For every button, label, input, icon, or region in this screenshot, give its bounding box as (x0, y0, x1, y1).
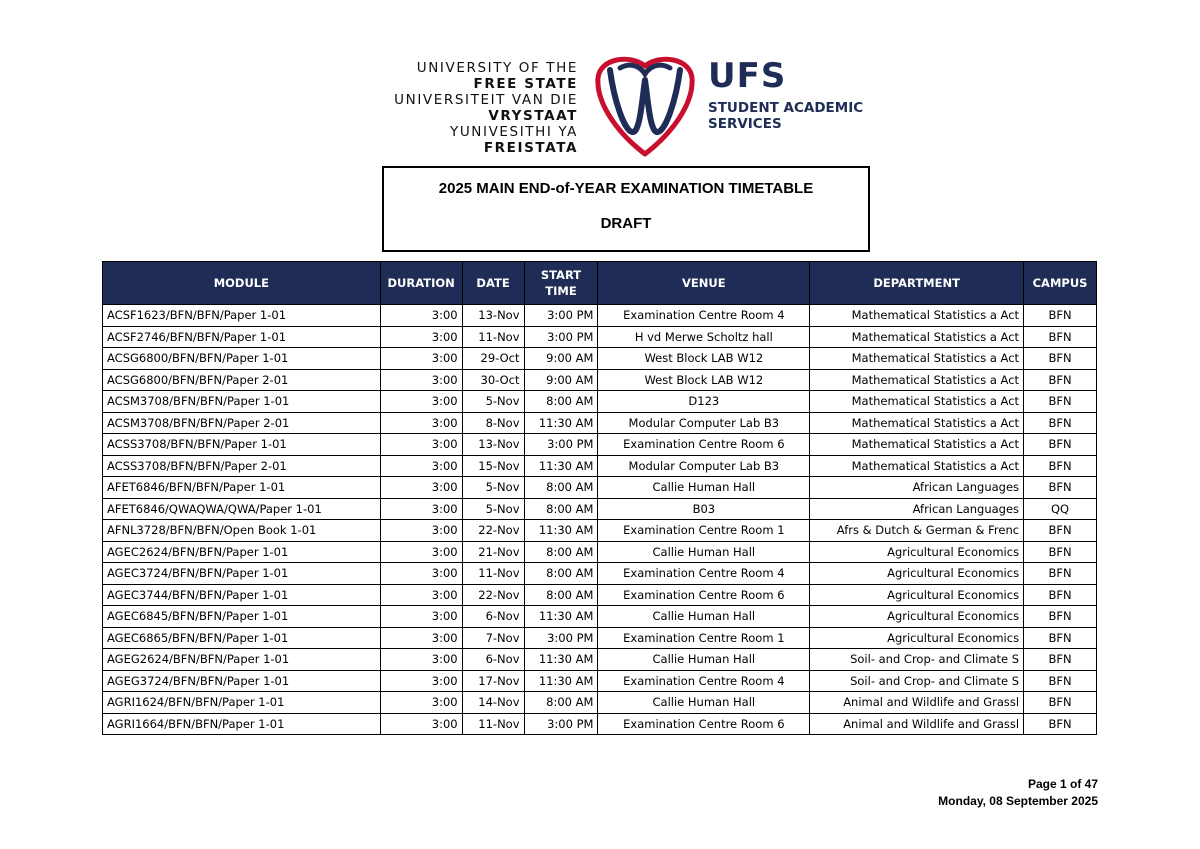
department-cell: Mathematical Statistics a Act (810, 326, 1024, 348)
table-row (103, 649, 1097, 671)
department-cell: Agricultural Economics (810, 606, 1024, 628)
draft-label: DRAFT (600, 215, 652, 232)
start-time-cell: 3:00 PM (524, 713, 598, 735)
campus-cell: BFN (1024, 563, 1097, 585)
duration-cell: 3:00 (380, 369, 462, 391)
module-cell: ACSG6800/BFN/BFN/Paper 2-01 (103, 369, 381, 391)
date-cell: 8-Nov (462, 412, 524, 434)
campus-cell: BFN (1024, 606, 1097, 628)
venue-cell: West Block LAB W12 (598, 369, 810, 391)
table-header-row (103, 262, 1097, 305)
university-line-6: FREISTATA (483, 140, 578, 156)
table-row (103, 369, 1097, 391)
venue-cell: West Block LAB W12 (598, 348, 810, 370)
duration-cell: 3:00 (380, 541, 462, 563)
timetable-title: 2025 MAIN END-of-YEAR EXAMINATION TIMETABLE (438, 180, 814, 197)
module-cell: AGEC3744/BFN/BFN/Paper 1-01 (103, 584, 381, 606)
duration-cell: 3:00 (380, 391, 462, 413)
start-time-cell: 11:30 AM (524, 520, 598, 542)
start-time-cell: 8:00 AM (524, 584, 598, 606)
university-line-3: UNIVERSITEIT VAN DIE (394, 92, 578, 108)
table-row (103, 692, 1097, 714)
venue-cell: Modular Computer Lab B3 (598, 412, 810, 434)
venue-cell: Examination Centre Room 4 (598, 670, 810, 692)
table-row (103, 627, 1097, 649)
start-time-cell: 8:00 AM (524, 498, 598, 520)
module-cell: AGEC6865/BFN/BFN/Paper 1-01 (103, 627, 381, 649)
department-cell: Mathematical Statistics a Act (810, 348, 1024, 370)
campus-cell: BFN (1024, 391, 1097, 413)
campus-cell: BFN (1024, 670, 1097, 692)
print-date: Monday, 08 September 2025 (938, 794, 1098, 808)
column-header-department: DEPARTMENT (810, 262, 1024, 305)
department-cell: African Languages (810, 477, 1024, 499)
module-cell: ACSF2746/BFN/BFN/Paper 1-01 (103, 326, 381, 348)
table-row (103, 305, 1097, 327)
table-row (103, 348, 1097, 370)
campus-cell: BFN (1024, 520, 1097, 542)
column-header-date: DATE (462, 262, 524, 305)
column-header-module: MODULE (103, 262, 381, 305)
table-row (103, 563, 1097, 585)
department-line-1: STUDENT ACADEMIC (708, 100, 864, 116)
duration-cell: 3:00 (380, 477, 462, 499)
department-cell: Afrs & Dutch & German & Frenc (810, 520, 1024, 542)
start-time-cell: 11:30 AM (524, 670, 598, 692)
date-cell: 5-Nov (462, 391, 524, 413)
start-time-cell: 11:30 AM (524, 606, 598, 628)
venue-cell: Examination Centre Room 6 (598, 584, 810, 606)
start-time-cell: 11:30 AM (524, 412, 598, 434)
duration-cell: 3:00 (380, 305, 462, 327)
venue-cell: Callie Human Hall (598, 692, 810, 714)
department-cell: Agricultural Economics (810, 563, 1024, 585)
university-line-5: YUNIVESITHI YA (449, 124, 578, 140)
date-cell: 13-Nov (462, 434, 524, 456)
column-header-campus: CAMPUS (1024, 262, 1097, 305)
table-row (103, 498, 1097, 520)
duration-cell: 3:00 (380, 670, 462, 692)
column-header-duration: DURATION (380, 262, 462, 305)
duration-cell: 3:00 (380, 348, 462, 370)
campus-cell: BFN (1024, 477, 1097, 499)
department-cell: Mathematical Statistics a Act (810, 455, 1024, 477)
department-cell: Mathematical Statistics a Act (810, 391, 1024, 413)
table-row (103, 326, 1097, 348)
page-footer (938, 776, 1098, 810)
start-time-cell: 8:00 AM (524, 692, 598, 714)
table-row (103, 541, 1097, 563)
table-row (103, 455, 1097, 477)
campus-cell: BFN (1024, 434, 1097, 456)
table-row (103, 606, 1097, 628)
table-row (103, 412, 1097, 434)
date-cell: 14-Nov (462, 692, 524, 714)
date-cell: 7-Nov (462, 627, 524, 649)
venue-cell: D123 (598, 391, 810, 413)
duration-cell: 3:00 (380, 326, 462, 348)
start-time-cell: 3:00 PM (524, 434, 598, 456)
module-cell: AFET6846/BFN/BFN/Paper 1-01 (103, 477, 381, 499)
department-cell: Mathematical Statistics a Act (810, 369, 1024, 391)
duration-cell: 3:00 (380, 498, 462, 520)
department-line-2: SERVICES (708, 116, 782, 132)
start-time-cell: 8:00 AM (524, 563, 598, 585)
date-cell: 6-Nov (462, 606, 524, 628)
column-header-venue: VENUE (598, 262, 810, 305)
date-cell: 22-Nov (462, 584, 524, 606)
campus-cell: BFN (1024, 584, 1097, 606)
module-cell: ACSS3708/BFN/BFN/Paper 2-01 (103, 455, 381, 477)
university-line-4: VRYSTAAT (488, 108, 578, 124)
date-cell: 11-Nov (462, 713, 524, 735)
duration-cell: 3:00 (380, 455, 462, 477)
venue-cell: Callie Human Hall (598, 541, 810, 563)
date-cell: 5-Nov (462, 477, 524, 499)
duration-cell: 3:00 (380, 627, 462, 649)
start-time-cell: 3:00 PM (524, 326, 598, 348)
date-cell: 5-Nov (462, 498, 524, 520)
date-cell: 13-Nov (462, 305, 524, 327)
module-cell: AGRI1624/BFN/BFN/Paper 1-01 (103, 692, 381, 714)
module-cell: ACSM3708/BFN/BFN/Paper 1-01 (103, 391, 381, 413)
date-cell: 30-Oct (462, 369, 524, 391)
date-cell: 17-Nov (462, 670, 524, 692)
module-cell: ACSM3708/BFN/BFN/Paper 2-01 (103, 412, 381, 434)
department-cell: African Languages (810, 498, 1024, 520)
department-cell: Soil- and Crop- and Climate S (810, 649, 1024, 671)
module-cell: AGRI1664/BFN/BFN/Paper 1-01 (103, 713, 381, 735)
department-cell: Soil- and Crop- and Climate S (810, 670, 1024, 692)
venue-cell: Callie Human Hall (598, 477, 810, 499)
campus-cell: BFN (1024, 326, 1097, 348)
start-time-cell: 8:00 AM (524, 477, 598, 499)
table-row (103, 670, 1097, 692)
venue-cell: Callie Human Hall (598, 649, 810, 671)
module-cell: AFET6846/QWAQWA/QWA/Paper 1-01 (103, 498, 381, 520)
module-cell: AFNL3728/BFN/BFN/Open Book 1-01 (103, 520, 381, 542)
campus-cell: BFN (1024, 369, 1097, 391)
venue-cell: B03 (598, 498, 810, 520)
start-time-cell: 8:00 AM (524, 541, 598, 563)
module-cell: ACSG6800/BFN/BFN/Paper 1-01 (103, 348, 381, 370)
venue-cell: Modular Computer Lab B3 (598, 455, 810, 477)
campus-cell: BFN (1024, 305, 1097, 327)
venue-cell: Examination Centre Room 6 (598, 434, 810, 456)
venue-cell: Examination Centre Room 6 (598, 713, 810, 735)
exam-timetable (102, 261, 1097, 735)
date-cell: 29-Oct (462, 348, 524, 370)
campus-cell: BFN (1024, 412, 1097, 434)
page-number: Page 1 of 47 (1027, 777, 1098, 791)
venue-cell: Examination Centre Room 4 (598, 563, 810, 585)
date-cell: 22-Nov (462, 520, 524, 542)
duration-cell: 3:00 (380, 649, 462, 671)
date-cell: 6-Nov (462, 649, 524, 671)
module-cell: ACSF1623/BFN/BFN/Paper 1-01 (103, 305, 381, 327)
university-name-block (330, 60, 578, 156)
department-cell: Agricultural Economics (810, 627, 1024, 649)
column-header-start-time: START TIME (524, 262, 598, 305)
module-cell: AGEC2624/BFN/BFN/Paper 1-01 (103, 541, 381, 563)
venue-cell: Examination Centre Room 1 (598, 520, 810, 542)
ufs-brand: UFS (708, 56, 787, 96)
start-time-cell: 9:00 AM (524, 348, 598, 370)
table-row (103, 477, 1097, 499)
duration-cell: 3:00 (380, 434, 462, 456)
module-cell: AGEC6845/BFN/BFN/Paper 1-01 (103, 606, 381, 628)
campus-cell: BFN (1024, 627, 1097, 649)
department-cell: Mathematical Statistics a Act (810, 305, 1024, 327)
campus-cell: BFN (1024, 692, 1097, 714)
department-cell: Animal and Wildlife and Grassl (810, 692, 1024, 714)
campus-cell: BFN (1024, 541, 1097, 563)
duration-cell: 3:00 (380, 713, 462, 735)
title-box (382, 166, 870, 252)
table-row (103, 713, 1097, 735)
table-row (103, 434, 1097, 456)
department-cell: Agricultural Economics (810, 584, 1024, 606)
department-name (708, 100, 863, 132)
start-time-cell: 8:00 AM (524, 391, 598, 413)
duration-cell: 3:00 (380, 692, 462, 714)
department-cell: Animal and Wildlife and Grassl (810, 713, 1024, 735)
start-time-cell: 9:00 AM (524, 369, 598, 391)
campus-cell: BFN (1024, 649, 1097, 671)
table-row (103, 391, 1097, 413)
university-line-1: UNIVERSITY OF THE (416, 60, 578, 76)
table-row (103, 520, 1097, 542)
date-cell: 21-Nov (462, 541, 524, 563)
department-cell: Agricultural Economics (810, 541, 1024, 563)
campus-cell: QQ (1024, 498, 1097, 520)
department-cell: Mathematical Statistics a Act (810, 434, 1024, 456)
start-time-cell: 3:00 PM (524, 627, 598, 649)
start-time-cell: 3:00 PM (524, 305, 598, 327)
module-cell: AGEG2624/BFN/BFN/Paper 1-01 (103, 649, 381, 671)
module-cell: AGEC3724/BFN/BFN/Paper 1-01 (103, 563, 381, 585)
venue-cell: Examination Centre Room 4 (598, 305, 810, 327)
ufs-crest-logo-icon (590, 50, 700, 160)
duration-cell: 3:00 (380, 606, 462, 628)
table-row (103, 584, 1097, 606)
venue-cell: H vd Merwe Scholtz hall (598, 326, 810, 348)
start-time-cell: 11:30 AM (524, 455, 598, 477)
start-time-cell: 11:30 AM (524, 649, 598, 671)
campus-cell: BFN (1024, 348, 1097, 370)
duration-cell: 3:00 (380, 584, 462, 606)
duration-cell: 3:00 (380, 412, 462, 434)
date-cell: 11-Nov (462, 326, 524, 348)
university-line-2: FREE STATE (473, 76, 578, 92)
module-cell: AGEG3724/BFN/BFN/Paper 1-01 (103, 670, 381, 692)
date-cell: 11-Nov (462, 563, 524, 585)
date-cell: 15-Nov (462, 455, 524, 477)
department-cell: Mathematical Statistics a Act (810, 412, 1024, 434)
campus-cell: BFN (1024, 455, 1097, 477)
duration-cell: 3:00 (380, 520, 462, 542)
venue-cell: Examination Centre Room 1 (598, 627, 810, 649)
venue-cell: Callie Human Hall (598, 606, 810, 628)
campus-cell: BFN (1024, 713, 1097, 735)
module-cell: ACSS3708/BFN/BFN/Paper 1-01 (103, 434, 381, 456)
duration-cell: 3:00 (380, 563, 462, 585)
